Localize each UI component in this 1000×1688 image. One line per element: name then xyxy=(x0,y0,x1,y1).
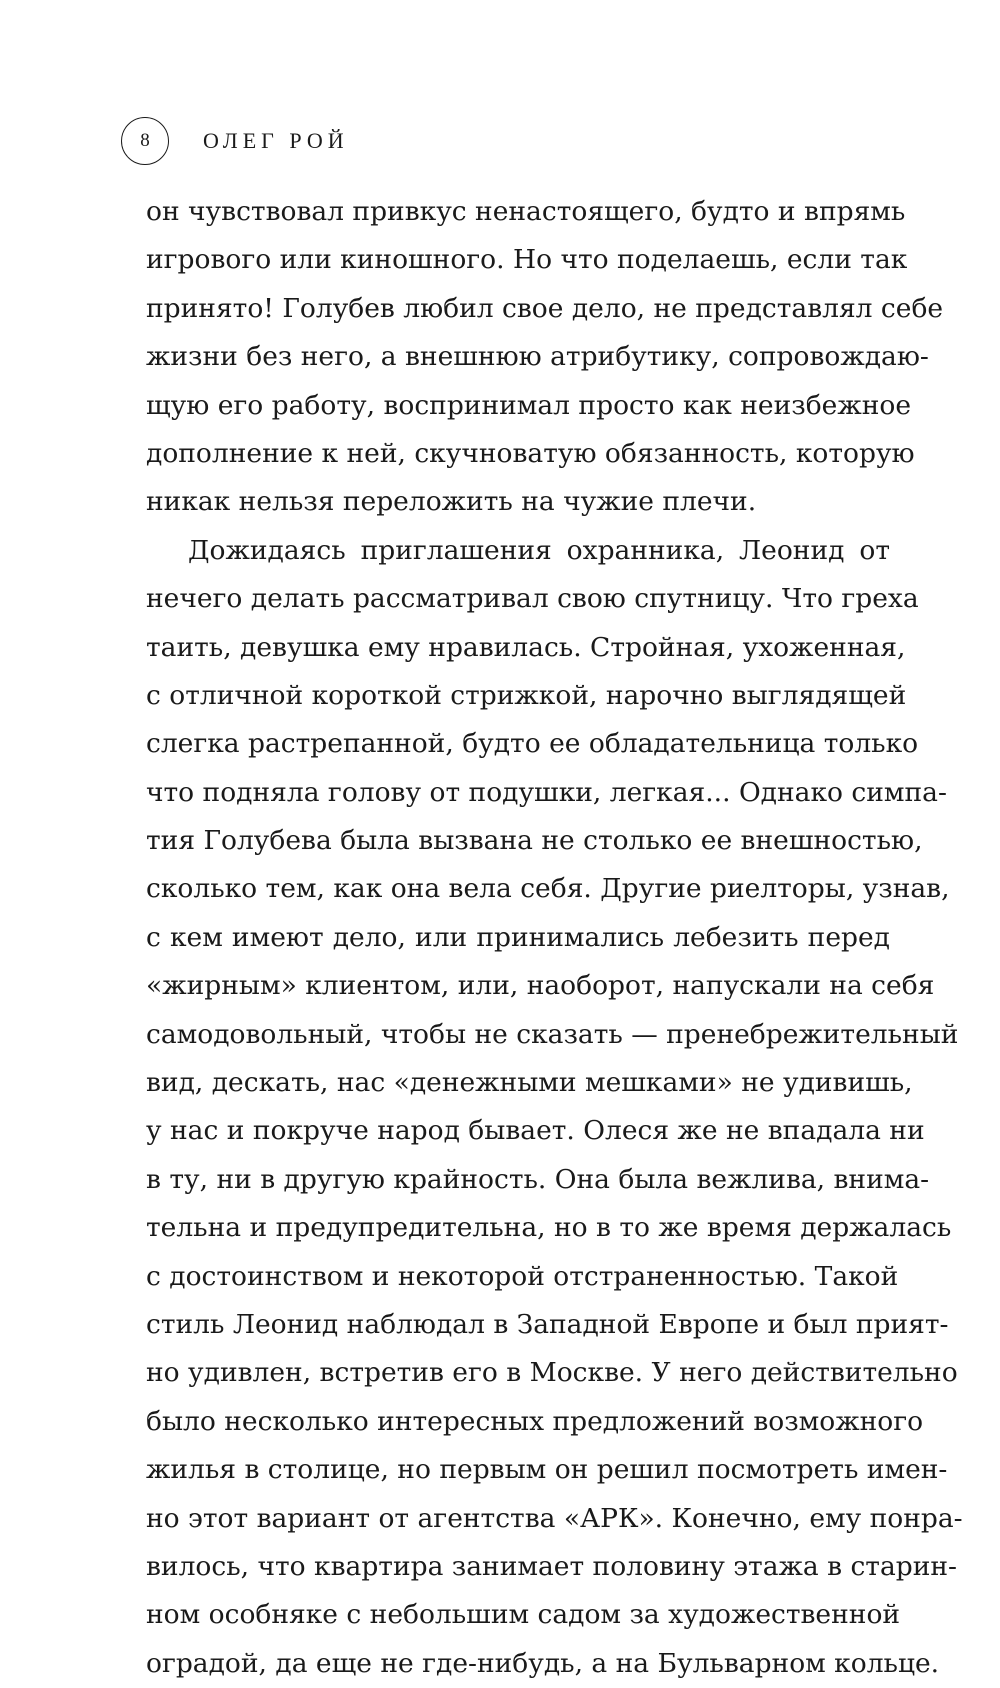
text-line: Дожидаясь приглашения охранника, Леонид от xyxy=(188,534,890,566)
text-line: но этот вариант от агентства «АРК». Конечно, ему понра- xyxy=(146,1502,963,1534)
text-line: стиль Леонид наблюдал в Западной Европе и был прият- xyxy=(146,1308,949,1340)
text-line: ном особняке с небольшим садом за художественной xyxy=(146,1599,901,1631)
text-line: вилось, что квартира занимает половину этажа в старин- xyxy=(146,1550,958,1582)
text-line: оградой, да еще не где-нибудь, а на Бульварном кольце. xyxy=(146,1647,940,1679)
text-line: что подняла голову от подушки, легкая... Однако симпа- xyxy=(146,776,947,808)
text-line: никак нельзя переложить на чужие плечи. xyxy=(146,486,757,518)
text-line: он чувствовал привкус ненастоящего, будто и впрямь xyxy=(146,196,906,227)
text-line: сколько тем, как она вела себя. Другие риелторы, узнав, xyxy=(146,873,950,905)
text-line: жизни без него, а внешнюю атрибутику, сопровождаю- xyxy=(146,341,929,373)
text-line: щую его работу, воспринимал просто как неизбежное xyxy=(146,389,912,421)
text-line: таить, девушка ему нравилась. Стройная, ухоженная, xyxy=(146,631,906,663)
text-line: у нас и покруче народ бывает. Олеся же не впадала ни xyxy=(146,1115,925,1147)
paragraph xyxy=(146,527,963,1688)
text-line: жилья в столице, но первым он решил посмотреть имен- xyxy=(146,1454,948,1486)
running-head-author: ОЛЕГ РОЙ xyxy=(203,128,349,153)
text-line: было несколько интересных предложений возможного xyxy=(146,1405,924,1437)
text-line: принято! Голубев любил свое дело, не представлял себе xyxy=(146,292,944,324)
text-line: с кем имеют дело, или принимались лебезить перед xyxy=(146,921,890,953)
body-text xyxy=(146,188,963,1688)
text-line: тельна и предупредительна, но в то же время держалась xyxy=(146,1212,952,1244)
text-line: с достоинством и некоторой отстраненностью. Такой xyxy=(146,1260,899,1292)
text-line: тия Голубева была вызвана не столько ее внешностью, xyxy=(146,825,923,857)
text-line: дополнение к ней, скучноватую обязанность, которую xyxy=(146,437,915,469)
text-line: нечего делать рассматривал свою спутницу. Что греха xyxy=(146,583,919,615)
text-line: самодовольный, чтобы не сказать — пренебрежительный xyxy=(146,1018,959,1050)
page-number: 8 xyxy=(140,130,150,151)
text-line: слегка растрепанной, будто ее обладательница только xyxy=(146,728,919,760)
paragraph xyxy=(146,188,944,527)
text-line: но удивлен, встретив его в Москве. У него действительно xyxy=(146,1357,958,1389)
text-line: вид, дескать, нас «денежными мешками» не удивишь, xyxy=(146,1067,913,1099)
page-header xyxy=(121,116,349,166)
text-line: в ту, ни в другую крайность. Она была вежлива, внима- xyxy=(146,1163,930,1195)
text-line: с отличной короткой стрижкой, нарочно выглядящей xyxy=(146,679,907,711)
page-number-badge xyxy=(121,117,169,165)
text-line: игрового или киношного. Но что поделаешь, если так xyxy=(146,244,908,276)
text-line: «жирным» клиентом, или, наоборот, напускали на себя xyxy=(146,970,935,1002)
